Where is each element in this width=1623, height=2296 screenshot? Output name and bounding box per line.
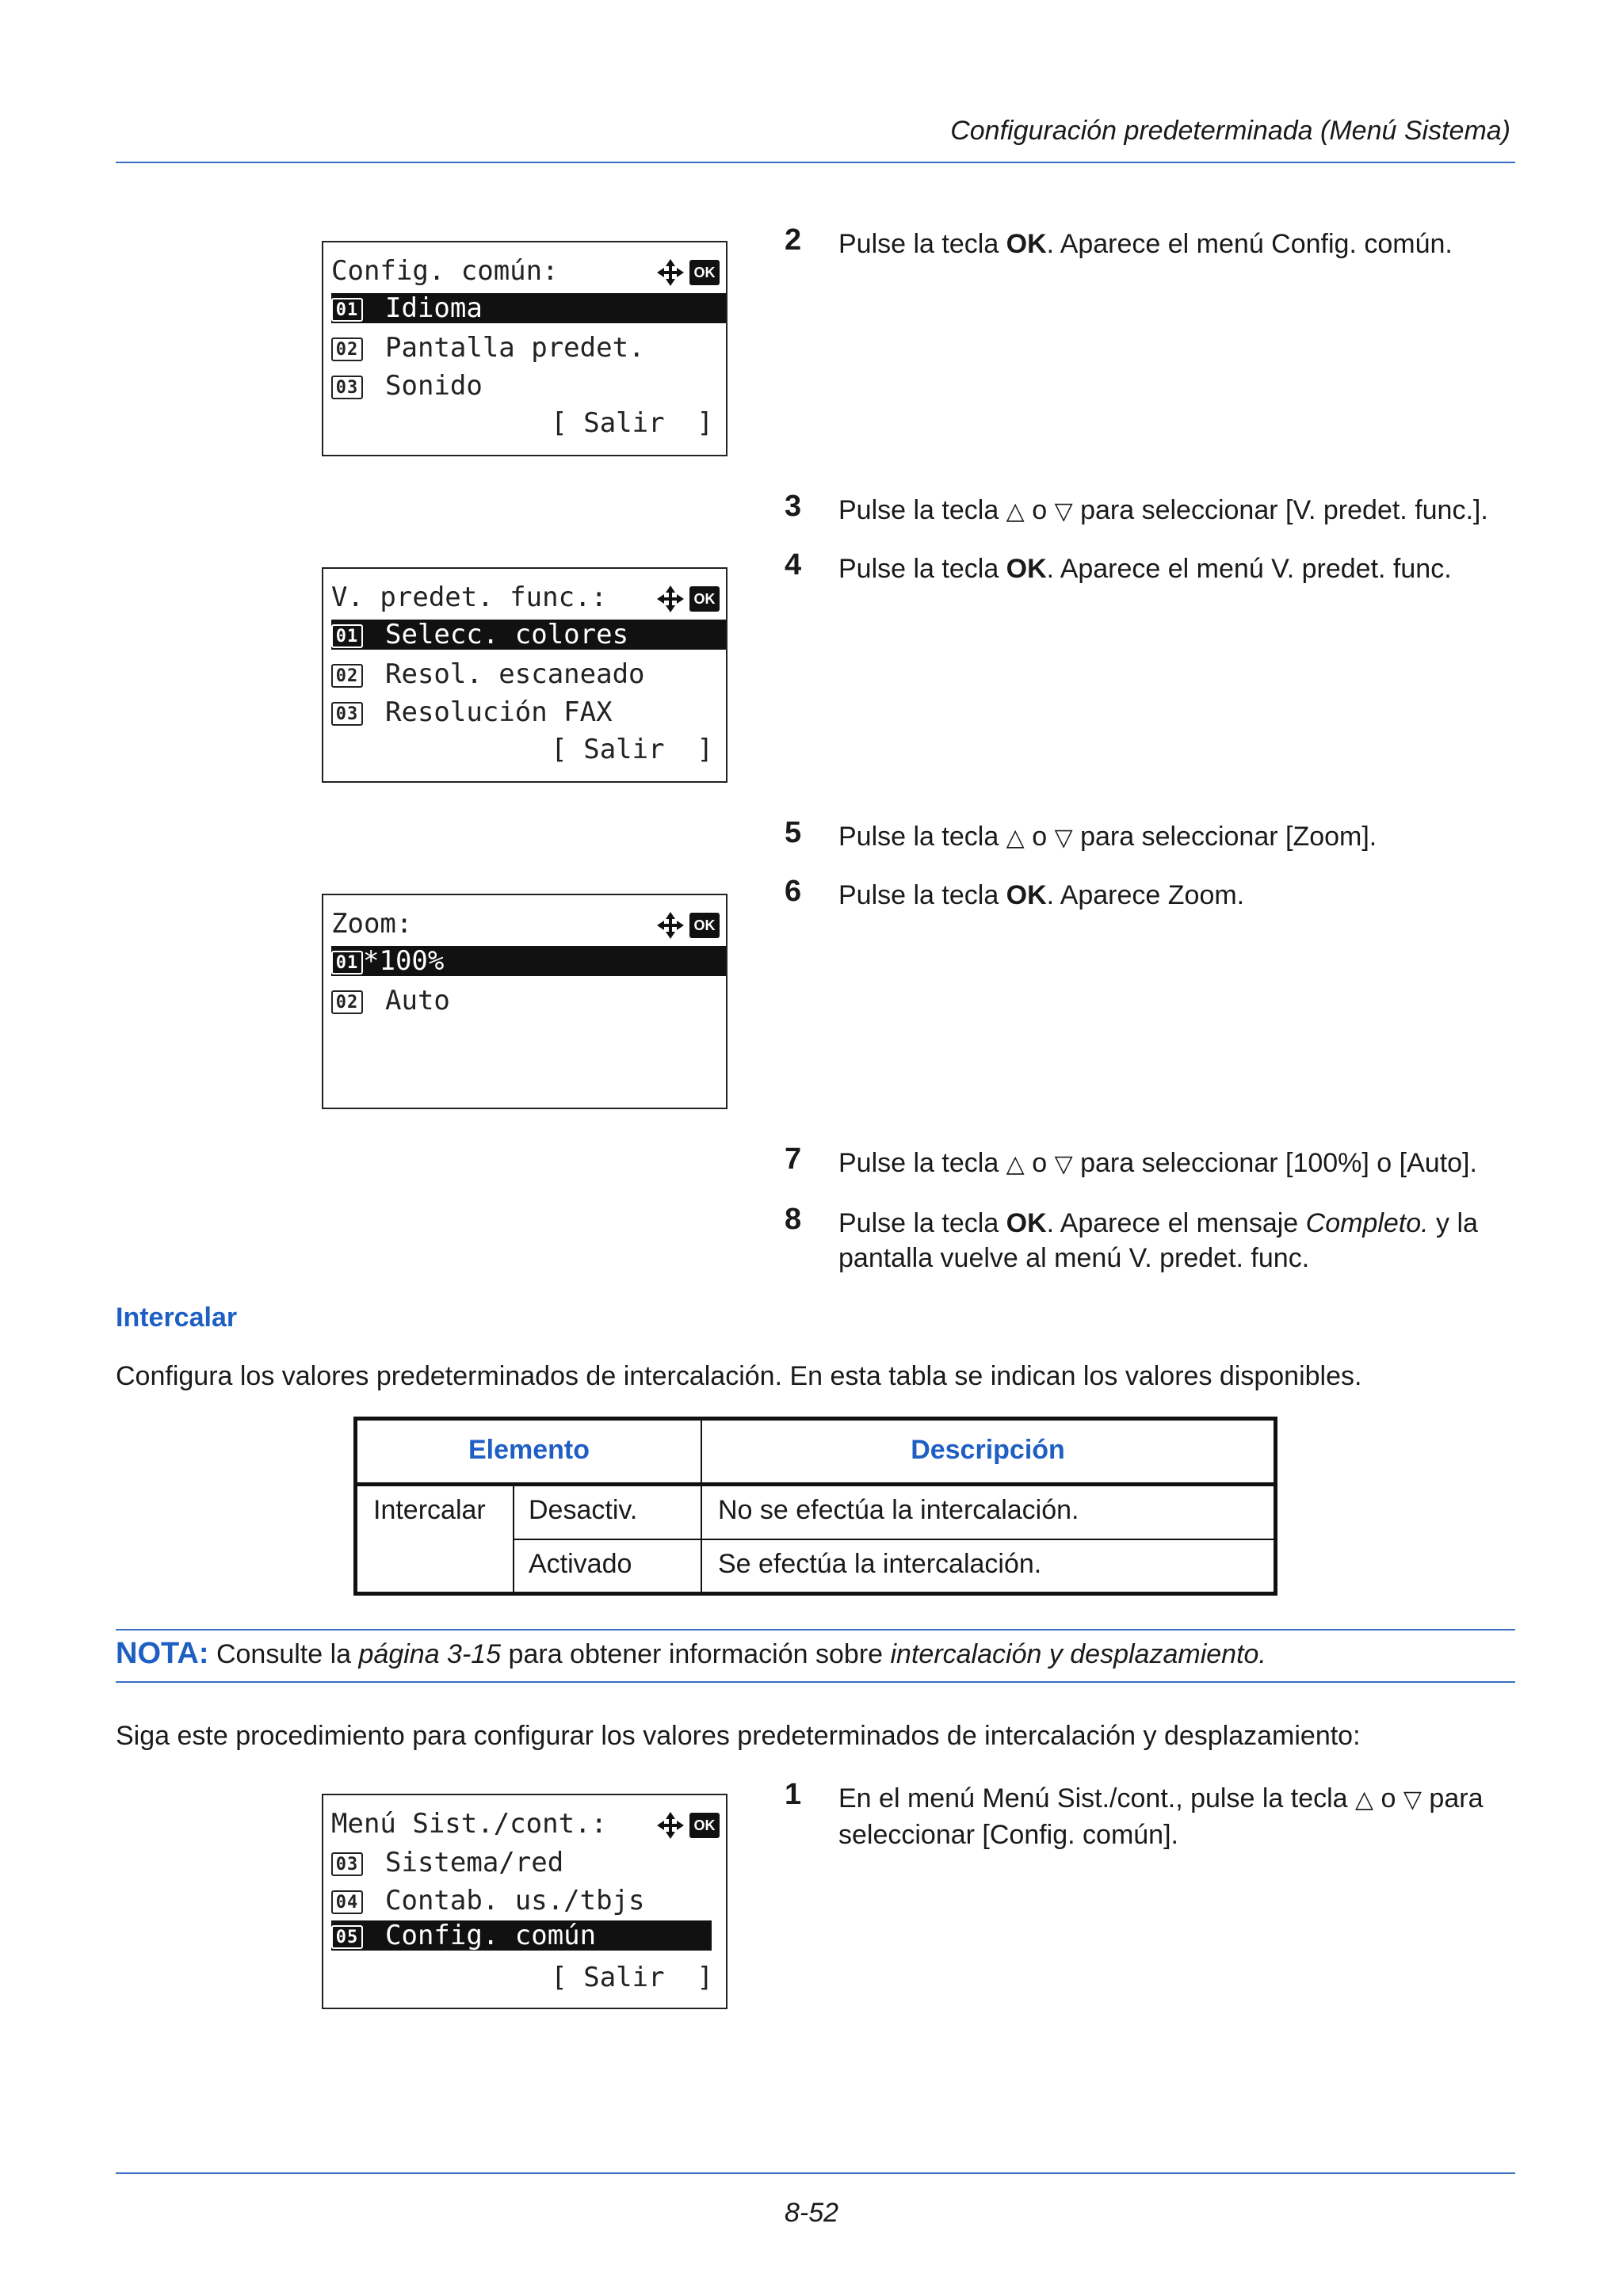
navigation-arrows-icon	[655, 583, 686, 615]
up-triangle-icon: △	[1006, 498, 1025, 524]
table-header-descripcion: Descripción	[911, 1435, 1065, 1465]
step-number: 7	[785, 1142, 802, 1176]
lcd-item-sonido[interactable]	[331, 371, 726, 401]
step-number: 8	[785, 1203, 802, 1236]
item-number: 05	[331, 1925, 363, 1949]
step-number: 5	[785, 816, 802, 849]
step-text: Pulse la tecla OK. Aparece el menú Config. común.	[838, 229, 1453, 259]
table-divider	[701, 1421, 702, 1592]
footer-rule	[116, 2172, 1515, 2174]
lcd-title: Menú Sist./cont.:	[331, 1808, 607, 1840]
lcd-item-auto[interactable]	[331, 986, 726, 1016]
options-table	[353, 1417, 1277, 1596]
item-label: Auto	[385, 985, 450, 1016]
item-number: 03	[331, 702, 363, 726]
step-number: 3	[785, 490, 802, 523]
lcd-item-pantalla-predet[interactable]	[331, 333, 726, 363]
up-triangle-icon: △	[1355, 1787, 1374, 1813]
note: NOTA: Consulte la página 3-15 para obtener información sobre intercalación y desplazamiento.	[116, 1637, 1266, 1670]
item-number: 01	[331, 298, 363, 322]
step-text: Pulse la tecla OK. Aparece Zoom.	[838, 880, 1245, 910]
lcd-item-idioma[interactable]	[331, 293, 726, 323]
note-link[interactable]: página 3-15	[358, 1639, 502, 1669]
down-triangle-icon: ▽	[1054, 1151, 1073, 1177]
lcd-item-sistema-red[interactable]	[331, 1848, 726, 1878]
item-label: Config. común	[385, 1920, 597, 1951]
item-label: *100%	[363, 945, 445, 977]
nav-ok-indicator	[655, 257, 720, 288]
item-label: Contab. us./tbjs	[385, 1885, 645, 1917]
item-label: Resolución FAX	[385, 696, 613, 728]
item-label: Resol. escaneado	[385, 658, 645, 690]
step-number: 6	[785, 875, 802, 908]
item-number: 01	[331, 951, 363, 974]
lcd-item-contab-us-tbjs[interactable]	[331, 1886, 726, 1916]
section-intro: Configura los valores predeterminados de intercalación. En esta tabla se indican los valores disponibles.	[116, 1361, 1362, 1391]
nav-ok-indicator	[655, 583, 720, 615]
lcd-item-resol-escaneado[interactable]	[331, 659, 726, 689]
ok-key-icon: OK	[689, 913, 720, 938]
lcd-item-selecc-colores[interactable]	[331, 620, 726, 650]
lcd-item-config-comun[interactable]	[331, 1920, 712, 1951]
step-text: Pulse la tecla △ o ▽ para seleccionar [100%] o [Auto].	[838, 1148, 1477, 1178]
table-divider	[513, 1539, 1274, 1540]
item-number: 02	[331, 664, 363, 688]
lcd-exit-softkey[interactable]: [ Salir ]	[551, 1962, 713, 1993]
step-number: 4	[785, 548, 802, 582]
page-header-title: Configuración predeterminada (Menú Sistema)	[950, 116, 1510, 146]
item-label: Pantalla predet.	[385, 332, 645, 364]
item-label: Selecc. colores	[385, 619, 629, 650]
up-triangle-icon: △	[1006, 825, 1025, 851]
section-heading: Intercalar	[116, 1302, 238, 1333]
page-number: 8-52	[784, 2198, 839, 2228]
lcd-zoom	[322, 894, 727, 1109]
nav-ok-indicator	[655, 1810, 720, 1841]
ok-key-icon: OK	[689, 1813, 720, 1838]
table-cell-item: Intercalar	[373, 1495, 486, 1525]
item-label: Sonido	[385, 370, 483, 402]
procedure-intro: Siga este procedimiento para configurar los valores predeterminados de intercalación y desplazamiento:	[116, 1721, 1361, 1751]
table-cell-value: Desactiv.	[529, 1495, 638, 1525]
navigation-arrows-icon	[655, 910, 686, 941]
note-rule-bottom	[116, 1681, 1515, 1683]
note-label: NOTA:	[116, 1637, 209, 1670]
lcd-title: Config. común:	[331, 255, 559, 287]
ok-key-icon: OK	[689, 260, 720, 285]
navigation-arrows-icon	[655, 257, 686, 288]
lcd-item-100[interactable]	[331, 946, 726, 976]
item-label: Sistema/red	[385, 1847, 564, 1878]
down-triangle-icon: ▽	[1054, 825, 1073, 851]
down-triangle-icon: ▽	[1403, 1787, 1422, 1813]
lcd-config-comun	[322, 241, 727, 456]
item-number: 02	[331, 990, 363, 1014]
up-triangle-icon: △	[1006, 1151, 1025, 1177]
header-rule	[116, 162, 1515, 163]
item-number: 03	[331, 1852, 363, 1876]
table-header-elemento: Elemento	[468, 1435, 590, 1465]
step-text: Pulse la tecla OK. Aparece el mensaje Completo. y la pantalla vuelve al menú V. predet. func.	[838, 1208, 1478, 1273]
table-cell-value: Activado	[529, 1549, 632, 1579]
lcd-title: Zoom:	[331, 908, 413, 940]
item-label: Idioma	[385, 292, 483, 324]
step-text: Pulse la tecla △ o ▽ para seleccionar [Zoom].	[838, 822, 1377, 852]
lcd-v-predet-func	[322, 567, 727, 783]
lcd-menu-sist-cont	[322, 1794, 727, 2009]
step-text: Pulse la tecla △ o ▽ para seleccionar [V. predet. func.].	[838, 495, 1488, 525]
item-number: 04	[331, 1890, 363, 1914]
table-cell-description: No se efectúa la intercalación.	[718, 1495, 1079, 1525]
item-number: 03	[331, 376, 363, 399]
step-text: Pulse la tecla OK. Aparece el menú V. predet. func.	[838, 554, 1452, 584]
lcd-exit-softkey[interactable]: [ Salir ]	[551, 407, 713, 439]
item-number: 01	[331, 624, 363, 648]
note-rule-top	[116, 1629, 1515, 1630]
step-text: En el menú Menú Sist./cont., pulse la tecla △ o ▽ para seleccionar [Config. común].	[838, 1783, 1484, 1850]
table-divider	[357, 1482, 1274, 1486]
lcd-exit-softkey[interactable]: [ Salir ]	[551, 734, 713, 765]
table-cell-description: Se efectúa la intercalación.	[718, 1549, 1042, 1579]
navigation-arrows-icon	[655, 1810, 686, 1841]
ok-key-icon: OK	[689, 586, 720, 612]
nav-ok-indicator	[655, 910, 720, 941]
lcd-title: V. predet. func.:	[331, 582, 607, 613]
item-number: 02	[331, 338, 363, 361]
step-number: 2	[785, 223, 802, 257]
step-number: 1	[785, 1778, 802, 1811]
lcd-item-resolucion-fax[interactable]	[331, 697, 726, 727]
down-triangle-icon: ▽	[1054, 498, 1073, 524]
